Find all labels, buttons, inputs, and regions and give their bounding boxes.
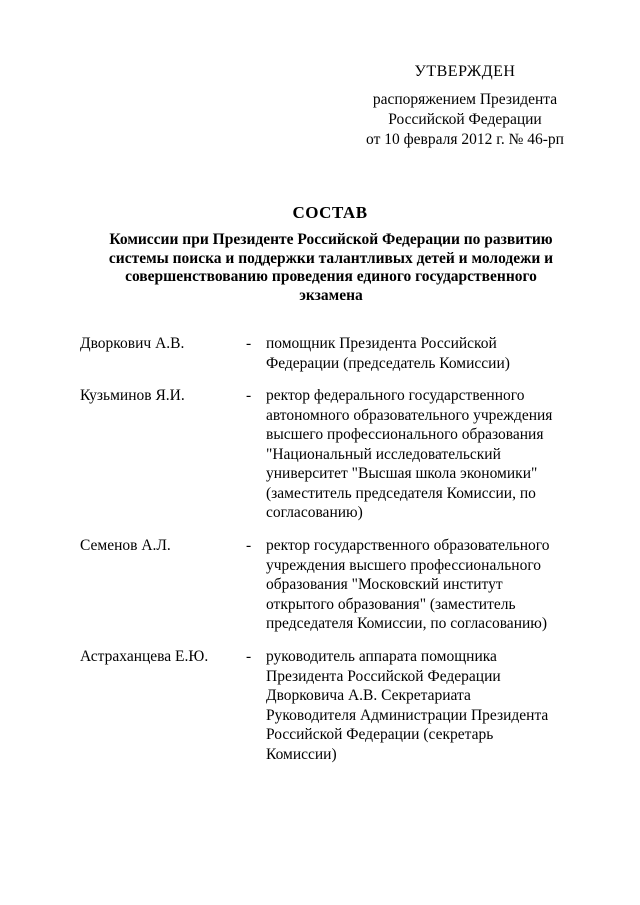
role-line: ректор федерального государственного — [266, 387, 525, 404]
approval-line: Российской Федерации — [388, 111, 542, 128]
member-role — [266, 647, 576, 764]
member-role — [266, 386, 576, 523]
role-line: помощник Президента Российской — [266, 335, 497, 352]
subtitle-line: Комиссии при Президенте Российской Федерации по развитию — [109, 231, 553, 248]
role-line: автономного образовательного учреждения — [266, 406, 553, 424]
role-line: согласованию) — [266, 504, 363, 521]
member-name: Кузьминов Я.И. — [80, 387, 185, 404]
document-subtitle — [78, 231, 584, 305]
role-line: образования "Московский институт — [266, 576, 503, 593]
member-name: Астраханцева Е.Ю. — [80, 648, 209, 665]
role-line: Президента Российской Федерации — [266, 667, 501, 685]
role-line: учреждения высшего профессионального — [266, 556, 542, 574]
role-line: (заместитель председателя Комиссии, по — [266, 484, 536, 502]
member-role — [266, 536, 576, 634]
role-line: Дворковича А.В. Секретариата — [266, 687, 471, 704]
subtitle-line: совершенствованию проведения единого государственного — [125, 268, 537, 285]
role-line: "Национальный исследовательский — [266, 445, 501, 463]
document-title: СОСТАВ — [292, 203, 368, 222]
approval-block — [340, 62, 590, 150]
role-line: Руководителя Администрации Президента — [266, 706, 549, 724]
role-line: открытого образования" (заместитель — [266, 595, 516, 613]
role-line: ректор государственного образовательного — [266, 537, 550, 554]
approval-line: распоряжением Президента — [372, 91, 558, 108]
role-line: высшего профессионального образования — [266, 426, 544, 443]
member-role — [266, 334, 576, 373]
subtitle-line: системы поиска и поддержки талантливых детей и молодежи и — [108, 249, 554, 267]
role-line: руководитель аппарата помощника — [266, 648, 497, 665]
subtitle-line: экзамена — [299, 286, 363, 304]
member-dash: - — [246, 648, 252, 665]
approval-line: от 10 февраля 2012 г. № 46-рп — [366, 131, 564, 148]
member-dash: - — [246, 537, 252, 554]
member-dash: - — [246, 387, 252, 404]
role-line: Комиссии) — [266, 745, 337, 763]
member-dash: - — [246, 335, 252, 352]
member-name: Семенов А.Л. — [80, 537, 171, 554]
role-line: университет "Высшая школа экономики" — [266, 465, 538, 482]
approval-heading: УТВЕРЖДЕН — [414, 63, 516, 80]
role-line: председателя Комиссии, по согласованию) — [266, 615, 548, 632]
role-line: Российской Федерации (секретарь — [266, 726, 494, 743]
role-line: Федерации (председатель Комиссии) — [266, 354, 510, 372]
member-name: Дворкович А.В. — [80, 335, 185, 352]
